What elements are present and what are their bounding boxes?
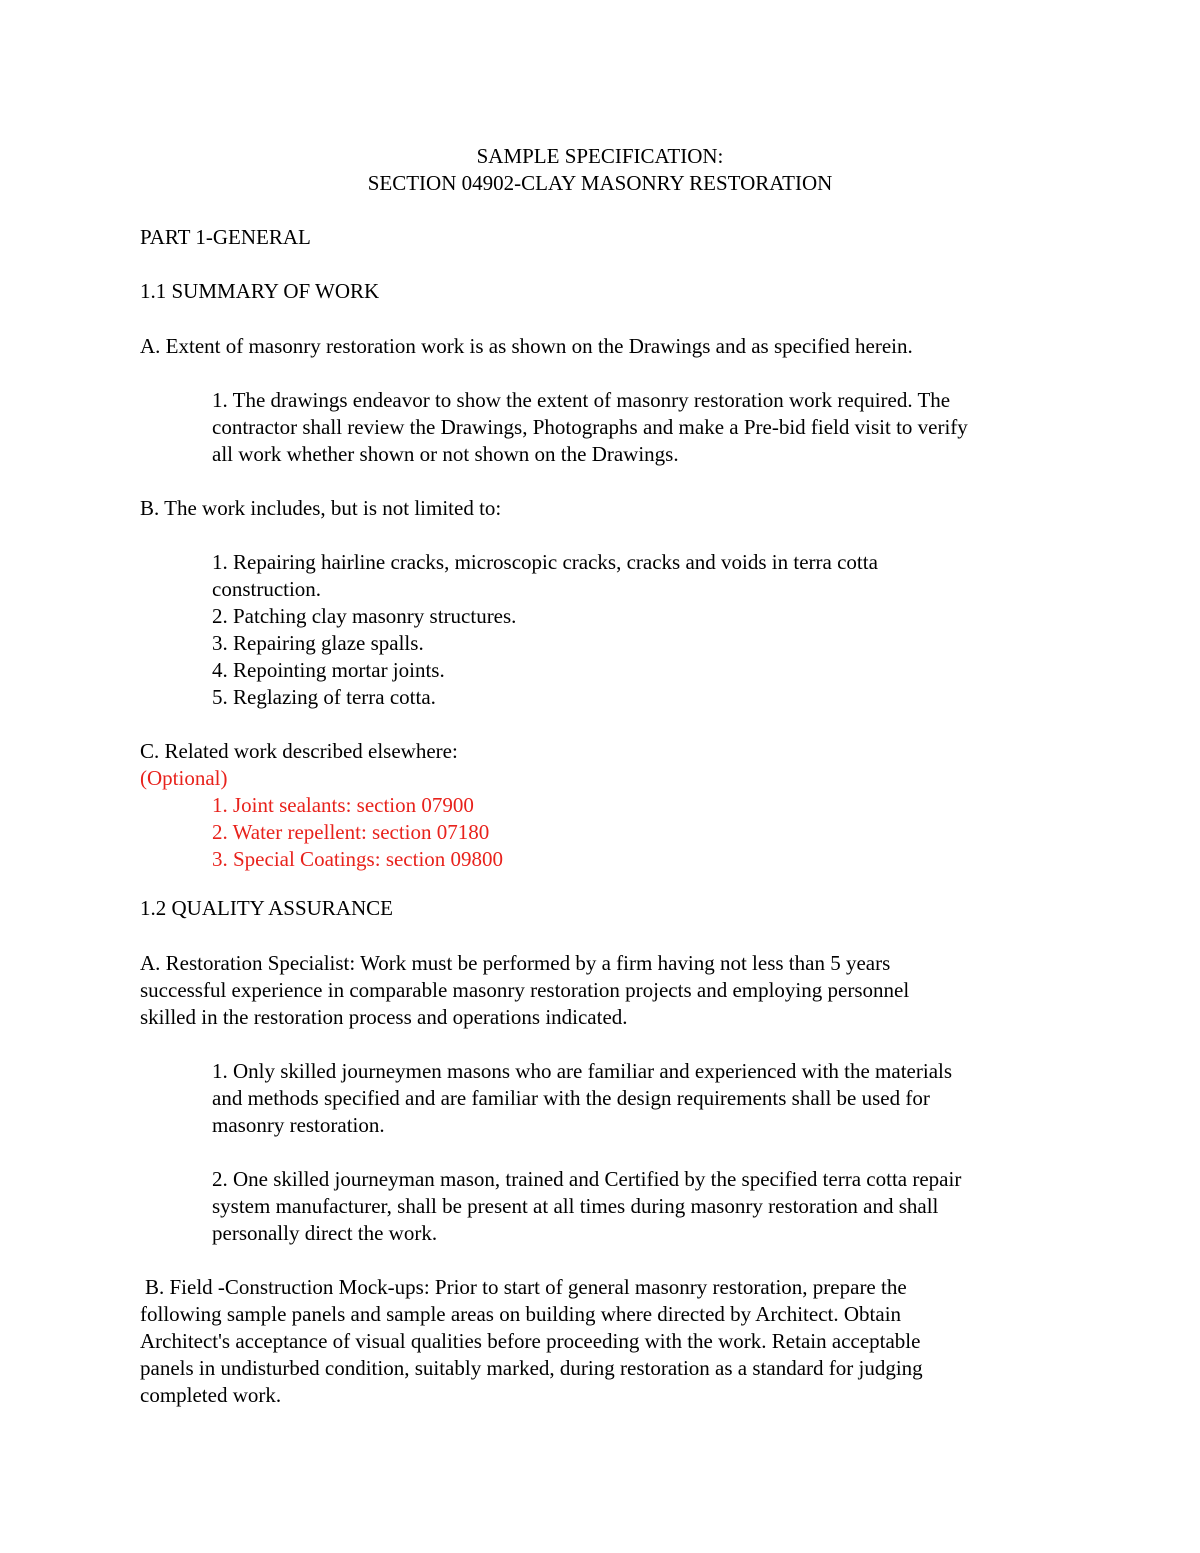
- paragraph-1-1-a: A. Extent of masonry restoration work is as shown on the Drawings and as specified herein.: [140, 334, 913, 358]
- related-work-item: 3. Special Coatings: section 09800: [212, 847, 504, 871]
- paragraph-1-1-b: B. The work includes, but is not limited to:: [140, 496, 502, 520]
- section-title: SECTION 04902-CLAY MASONRY RESTORATION: [367, 171, 833, 195]
- section-heading-1-2: 1.2 QUALITY ASSURANCE: [140, 896, 393, 920]
- paragraph-1-2-b-line5: completed work.: [140, 1383, 282, 1407]
- item-1-1-a-1-line2: contractor shall review the Drawings, Photographs and make a Pre-bid field visit to verify: [212, 415, 968, 439]
- item-1-2-a-1-line2: and methods specified and are familiar with the design requirements shall be used for: [212, 1086, 930, 1110]
- list-item: 1. Repairing hairline cracks, microscopic cracks, cracks and voids in terra cotta: [212, 550, 878, 574]
- related-work-item: 1. Joint sealants: section 07900: [212, 793, 474, 817]
- list-item: construction.: [212, 577, 322, 601]
- item-1-2-a-2-line2: system manufacturer, shall be present at all times during masonry restoration and shall: [212, 1194, 939, 1218]
- paragraph-1-2-a-line2: successful experience in comparable masonry restoration projects and employing personnel: [140, 978, 910, 1002]
- optional-note: (Optional): [140, 766, 228, 790]
- item-1-1-a-1-line1: 1. The drawings endeavor to show the extent of masonry restoration work required. The: [212, 388, 951, 412]
- related-work-item: 2. Water repellent: section 07180: [212, 820, 490, 844]
- paragraph-1-2-b-line1: B. Field -Construction Mock-ups: Prior to start of general masonry restoration, prepare the: [145, 1275, 907, 1299]
- list-item: 4. Repointing mortar joints.: [212, 658, 445, 682]
- paragraph-1-2-b-line4: panels in undisturbed condition, suitably marked, during restoration as a standard for judging: [140, 1356, 923, 1380]
- item-1-1-a-1-line3: all work whether shown or not shown on the Drawings.: [212, 442, 679, 466]
- part-heading: PART 1-GENERAL: [140, 225, 311, 249]
- paragraph-1-1-c: C. Related work described elsewhere:: [140, 739, 458, 763]
- item-1-2-a-2-line1: 2. One skilled journeyman mason, trained and Certified by the specified terra cotta repair: [212, 1167, 962, 1191]
- paragraph-1-2-b-line3: Architect's acceptance of visual qualities before proceeding with the work. Retain acceptable: [140, 1329, 921, 1353]
- list-item: 3. Repairing glaze spalls.: [212, 631, 424, 655]
- section-heading-1-1: 1.1 SUMMARY OF WORK: [140, 279, 380, 303]
- paragraph-1-2-b-line2: following sample panels and sample areas on building where directed by Architect. Obtain: [140, 1302, 902, 1326]
- paragraph-1-2-a-line1: A. Restoration Specialist: Work must be performed by a firm having not less than 5 years: [140, 951, 891, 975]
- paragraph-1-2-a-line3: skilled in the restoration process and operations indicated.: [140, 1005, 628, 1029]
- list-item: 5. Reglazing of terra cotta.: [212, 685, 436, 709]
- list-item: 2. Patching clay masonry structures.: [212, 604, 517, 628]
- item-1-2-a-1-line3: masonry restoration.: [212, 1113, 385, 1137]
- item-1-2-a-2-line3: personally direct the work.: [212, 1221, 438, 1245]
- document-title: SAMPLE SPECIFICATION:: [476, 144, 724, 168]
- item-1-2-a-1-line1: 1. Only skilled journeymen masons who are familiar and experienced with the materials: [212, 1059, 953, 1083]
